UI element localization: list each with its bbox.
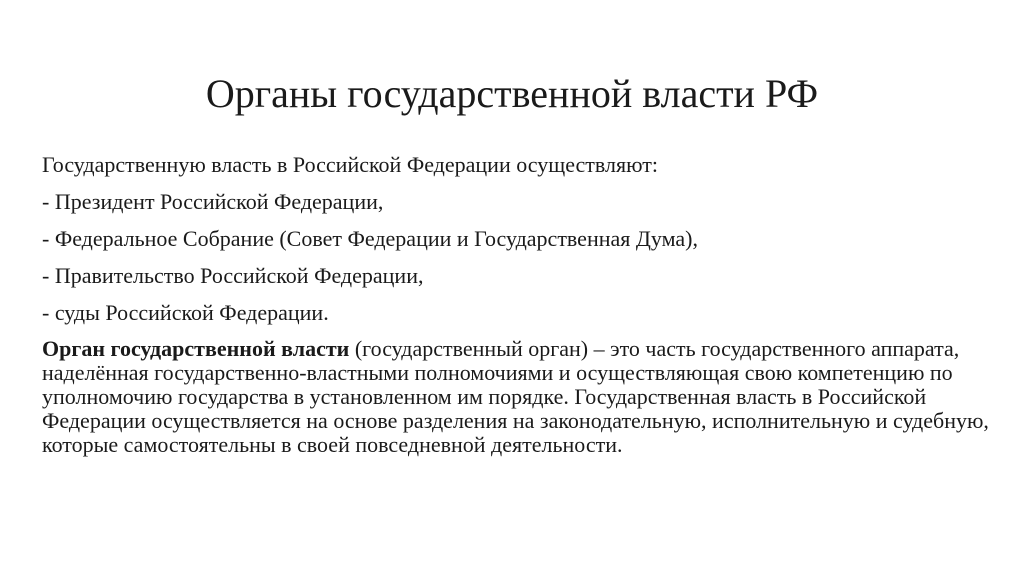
list-item-courts: - суды Российской Федерации.: [42, 300, 329, 325]
list-item-government: - Правительство Российской Федерации,: [42, 263, 424, 288]
definition-term: Орган государственной власти: [42, 336, 350, 361]
slide-title: Органы государственной власти РФ: [205, 71, 819, 116]
definition-text: (государственный орган) – это часть государственного аппарата, наделённая государственно-властными полномочиями и осуществляющая свою компетенцию по уполномочию государства в установленном им порядке. Государственная власть в Российской Федерации осуществляется на основе разделения на законодательную, исполнительную и судебную, которые самостоятельны в своей повседневной деятельности.: [42, 336, 989, 457]
list-item-president: - Президент Российской Федерации,: [42, 189, 384, 214]
list-item-federal-assembly: - Федеральное Собрание (Совет Федерации и Государственная Дума),: [42, 226, 698, 251]
slide-content: [42, 152, 992, 457]
definition-paragraph: [42, 337, 992, 457]
intro-text: Государственную власть в Российской Федерации осуществляют:: [42, 152, 658, 177]
